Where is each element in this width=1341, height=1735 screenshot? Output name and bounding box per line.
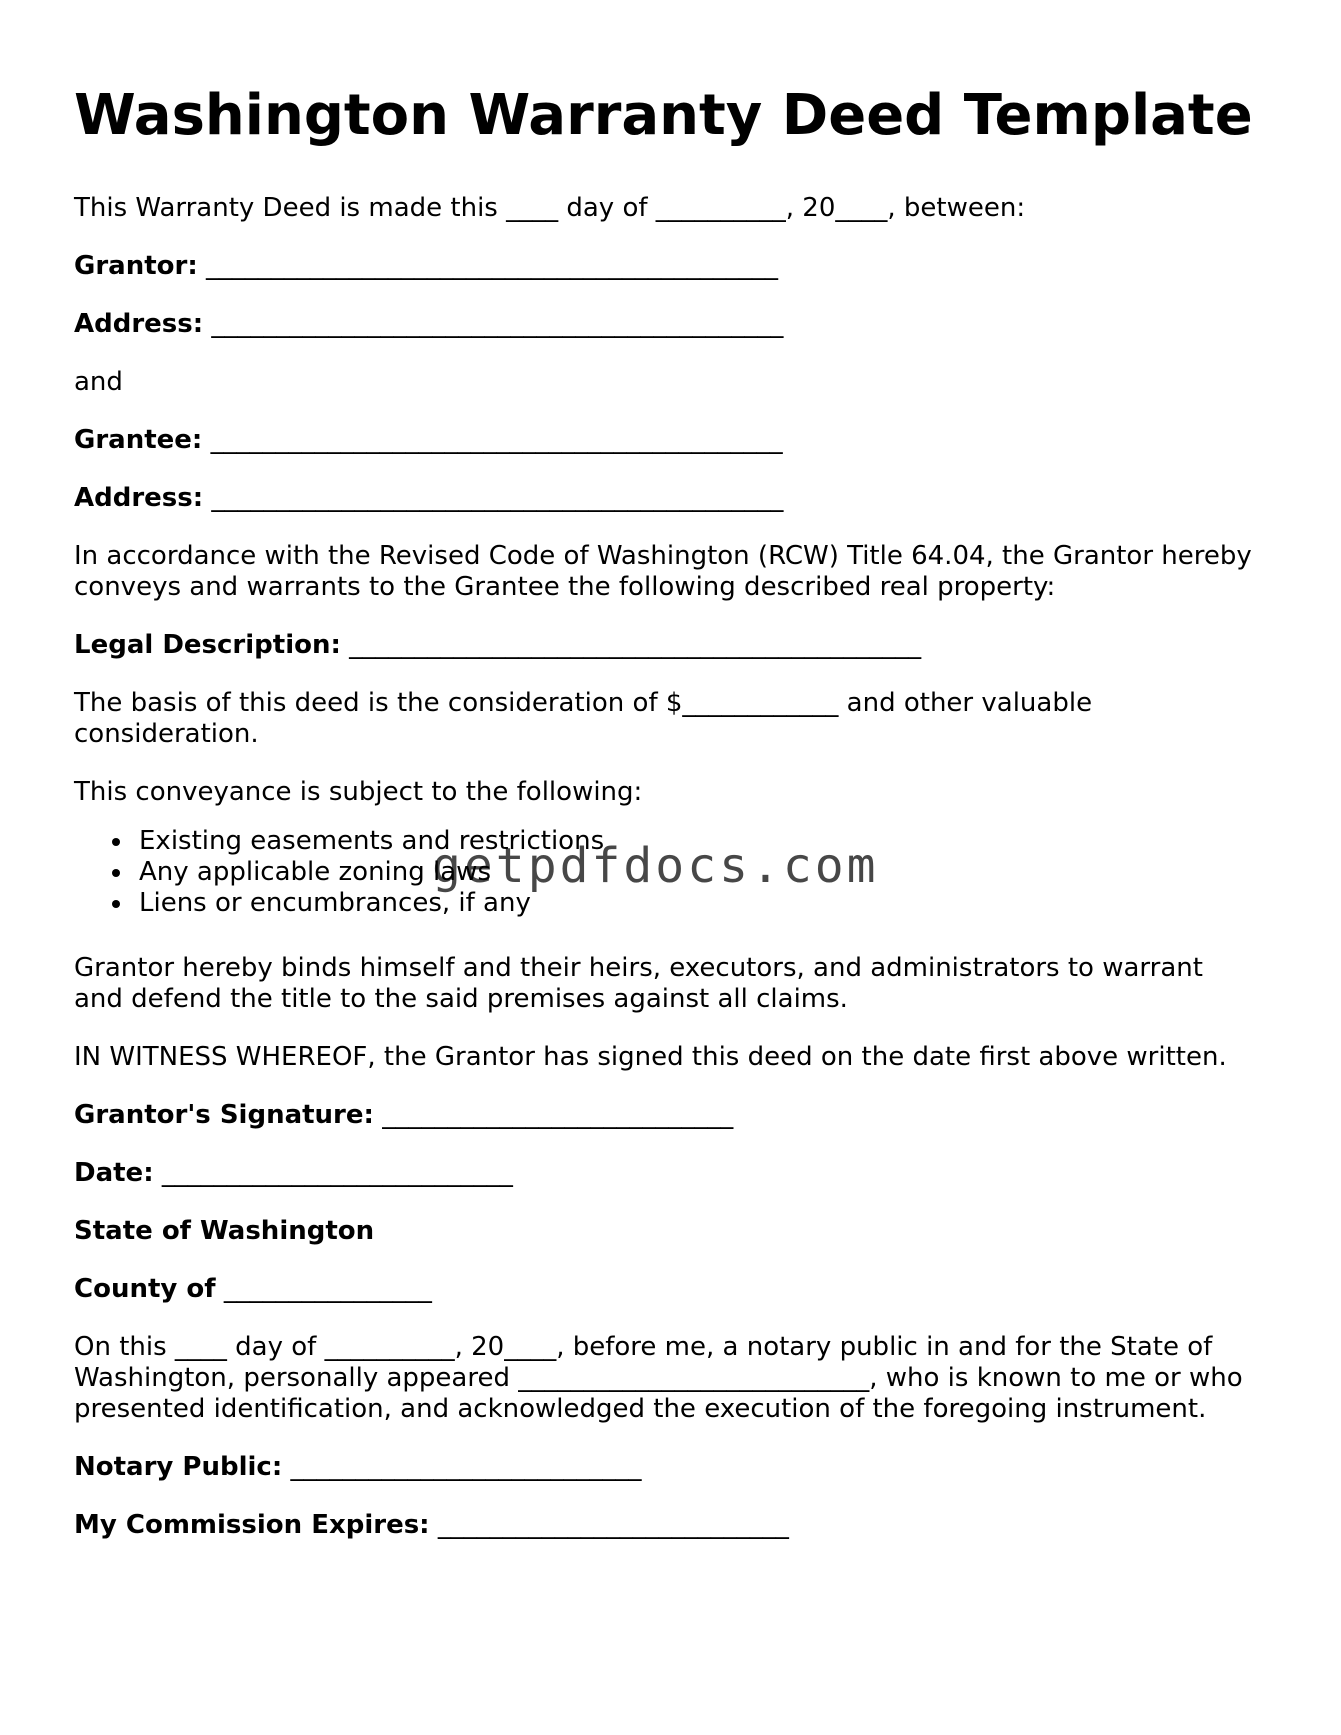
grantor-label: Grantor: bbox=[74, 251, 198, 281]
list-item-text: Liens or encumbrances, if any bbox=[139, 888, 531, 918]
notary-paragraph-line1: On this ____ day of __________, 20____, before me, a notary public in and for the State of bbox=[74, 1332, 1213, 1362]
conveyance-paragraph-line2: conveys and warrants to the Grantee the following described real property: bbox=[74, 572, 1056, 602]
list-item-text: Existing easements and restrictions bbox=[139, 826, 605, 856]
notary-line bbox=[74, 1452, 642, 1483]
grantee-address-label: Address: bbox=[74, 483, 204, 513]
notary-paragraph-line3: presented identification, and acknowledged the execution of the foregoing instrument. bbox=[74, 1394, 1207, 1424]
date-blank[interactable]: ___________________________ bbox=[161, 1158, 513, 1188]
subject-intro: This conveyance is subject to the following: bbox=[74, 777, 643, 807]
signature-label: Grantor's Signature: bbox=[74, 1100, 374, 1130]
state-label: State of Washington bbox=[74, 1216, 375, 1246]
bullet-icon bbox=[112, 869, 120, 877]
bullet-icon bbox=[112, 838, 120, 846]
page-title: Washington Warranty Deed Template bbox=[74, 83, 1253, 148]
and-text: and bbox=[74, 367, 123, 397]
county-blank[interactable]: ________________ bbox=[223, 1274, 432, 1304]
notary-paragraph-line2: Washington, personally appeared ___________________________, who is known to me or who bbox=[74, 1363, 1243, 1393]
bullet-icon bbox=[112, 900, 120, 908]
grantee-line bbox=[74, 425, 783, 456]
grantor-address-line bbox=[74, 309, 783, 340]
commission-blank[interactable]: ___________________________ bbox=[437, 1510, 789, 1540]
legal-description-blank[interactable]: ____________________________________________ bbox=[349, 630, 922, 660]
grantee-address-line bbox=[74, 483, 783, 514]
signature-line bbox=[74, 1100, 733, 1131]
date-label: Date: bbox=[74, 1158, 154, 1188]
grantor-line bbox=[74, 251, 778, 282]
intro-line: This Warranty Deed is made this ____ day of __________, 20____, between: bbox=[74, 193, 1026, 223]
legal-description-line bbox=[74, 630, 921, 661]
grantor-address-label: Address: bbox=[74, 309, 204, 339]
commission-label: My Commission Expires: bbox=[74, 1510, 430, 1540]
notary-label: Notary Public: bbox=[74, 1452, 283, 1482]
commission-line bbox=[74, 1510, 789, 1541]
consideration-line1: The basis of this deed is the consideration of $____________ and other valuable bbox=[74, 688, 1093, 718]
legal-description-label: Legal Description: bbox=[74, 630, 341, 660]
notary-blank[interactable]: ___________________________ bbox=[290, 1452, 642, 1482]
grantee-address-blank[interactable]: ____________________________________________ bbox=[211, 483, 784, 513]
grantee-label: Grantee: bbox=[74, 425, 203, 455]
binding-line1: Grantor hereby binds himself and their heirs, executors, and administrators to warrant bbox=[74, 953, 1203, 983]
county-line bbox=[74, 1274, 432, 1305]
conveyance-paragraph-line1: In accordance with the Revised Code of Washington (RCW) Title 64.04, the Grantor hereby bbox=[74, 541, 1252, 571]
grantee-blank[interactable]: ____________________________________________ bbox=[210, 425, 783, 455]
binding-line2: and defend the title to the said premises against all claims. bbox=[74, 984, 848, 1014]
watermark: getpdfdocs.com bbox=[432, 838, 879, 894]
county-label: County of bbox=[74, 1274, 216, 1304]
list-item-text: Any applicable zoning laws bbox=[139, 857, 491, 887]
signature-blank[interactable]: ___________________________ bbox=[382, 1100, 734, 1130]
witness-text: IN WITNESS WHEREOF, the Grantor has signed this deed on the date first above written. bbox=[74, 1042, 1227, 1072]
date-line bbox=[74, 1158, 513, 1189]
consideration-line2: consideration. bbox=[74, 719, 259, 749]
grantor-address-blank[interactable]: ____________________________________________ bbox=[211, 309, 784, 339]
grantor-blank[interactable]: ____________________________________________ bbox=[206, 251, 778, 281]
